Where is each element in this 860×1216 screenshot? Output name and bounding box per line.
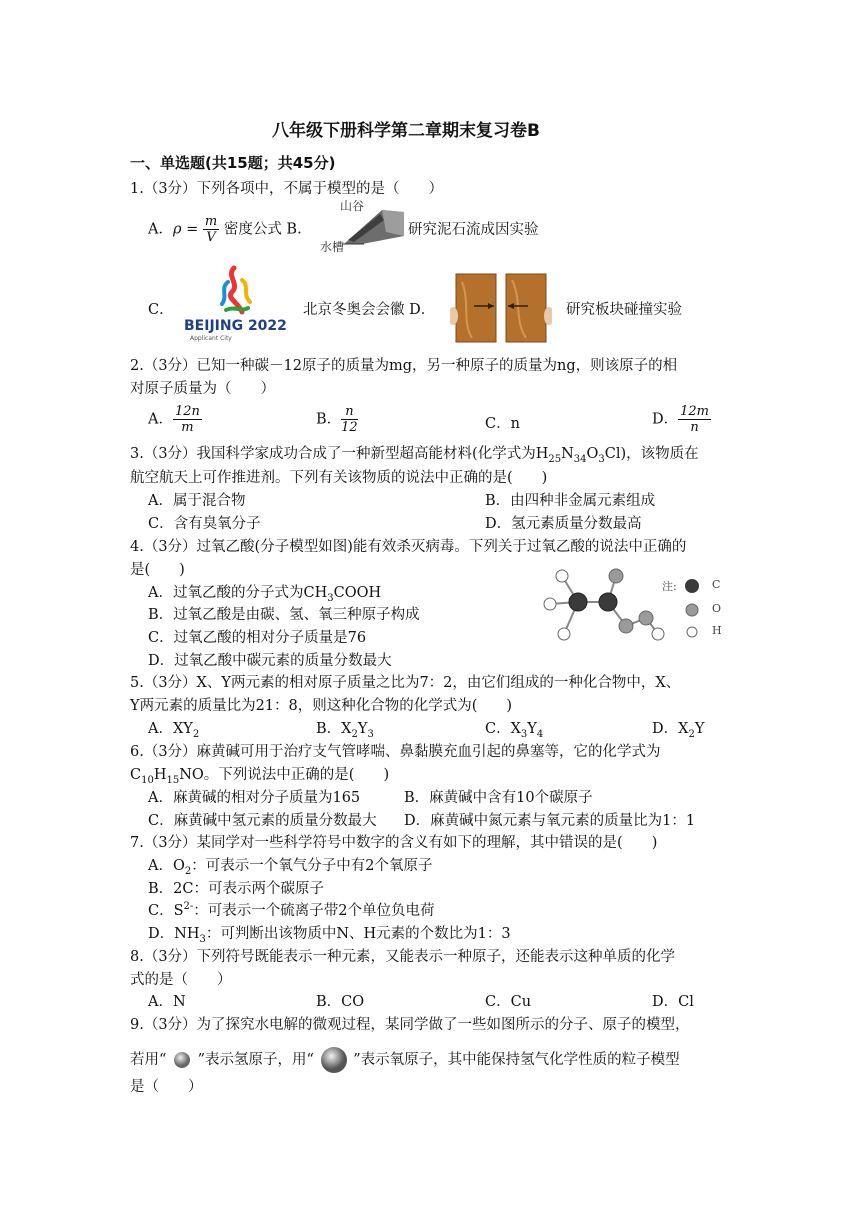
q2-option-a: A． $\frac{12n}{m}$ [148,404,200,435]
molecule-model-icon [540,568,740,644]
q4-option-c: C．过氧乙酸的相对分子质量是76 [148,630,367,646]
q1-option-c-text: 北京冬奥会会徽 D． [303,302,436,318]
section-heading: 一、单选题(共15题；共45分) [130,154,336,172]
q6-option-a: A．麻黄碱的相对分子质量为165 [148,790,361,806]
density-fraction: $\frac{m}{V}$ [204,214,218,245]
q7-stem: 7.（3分）某同学对一些科学符号中数字的含义有如下的理解，其中错误的是( ) [130,835,658,851]
page-title: 八年级下册科学第二章期末复习卷B [272,121,540,141]
q2-option-c: C．n [485,416,520,432]
q1-stem: 1.（3分）下列各项中，不属于模型的是（ ） [130,181,444,197]
q4-stem-line1: 4.（3分）过氧乙酸(分子模型如图)能有效杀灭病毒。下列关于过氧乙酸的说法中正确的 [130,539,687,555]
q6-stem-line1: 6.（3分）麻黄碱可用于治疗支气管哮喘、鼻黏膜充血引起的鼻塞等，它的化学式为 [130,744,661,760]
q5-option-b: B．$X_2Y_3$ [316,721,374,740]
q6-option-b: B．麻黄碱中含有10个碳原子 [404,790,593,806]
q2-stem-line1: 2.（3分）已知一种碳－12原子的质量为mg，另一种原子的质量为ng，则该原子的相 [130,358,678,374]
oxygen-atom-icon [319,1045,349,1075]
q9-stem-line3: 是（ ） [130,1079,203,1095]
hydrogen-atom-icon [171,1049,193,1071]
q8-stem-line2: 式的是（ ） [130,972,232,988]
q4-option-b: B．过氧乙酸是由碳、氢、氧三种原子构成 [148,607,420,623]
wood-blocks-icon [450,272,552,344]
q8-option-d: D．Cl [652,994,694,1010]
q8-option-b: B．CO [316,994,365,1010]
q4-stem-line2: 是( ) [130,562,185,578]
q4-option-d: D．过氧乙酸中碳元素的质量分数最大 [148,653,392,669]
q8-option-c: C．Cu [485,994,532,1010]
q5-option-a: A．$XY_2$ [148,721,200,740]
q1-option-a: A．ρ = $\frac{m}{V}$ 密度公式 B. [148,214,302,245]
q7-option-b: B．2C：可表示两个碳原子 [148,881,324,897]
q2-stem-line2: 对原子质量为（ ） [130,381,275,397]
q7-option-c: C．$S^{2-}$：可表示一个硫离子带2个单位负电荷 [148,901,435,919]
q5-option-d: D．$X_2Y$ [652,721,705,740]
q7-option-d: D．$NH_3$：可判断出该物质中N、H元素的个数比为1：3 [148,926,511,945]
q2-option-b: B． $\frac{n}{12}$ [316,404,358,435]
q3-stem-line1: 3.（3分）我国科学家成功合成了一种新型超高能材料(化学式为$H_{25}N_{34}O_3Cl$)，该物质在 [130,446,699,465]
q7-option-a: A．$O_2$：可表示一个氧气分子中有2个氧原子 [148,858,433,877]
q1-option-c-label: C． [148,302,174,318]
plate-collision-image [450,272,552,344]
logo-ribbon-icon [182,262,294,322]
peracetic-acid-molecule-image: 注: C O H [540,568,740,644]
mudslide-experiment-image: 山谷 水槽 [318,198,406,256]
q8-option-a: A．N [148,994,186,1010]
beijing-2022-logo: BEIJING 2022 Applicant City [182,262,294,344]
q3-option-c: C．含有臭氧分子 [148,516,261,532]
trough-icon [342,206,406,246]
q9-stem-line1: 9.（3分）为了探究水电解的微观过程，某同学做了一些如图所示的分子、原子的模型， [130,1017,690,1033]
q5-stem-line1: 5.（3分）X、Y两元素的相对原子质量之比为7：2，由它们组成的一种化合物中，X、 [130,675,681,691]
q4-option-a: A．过氧乙酸的分子式为$CH_3COOH$ [148,585,382,604]
q3-stem-line2: 航空航天上可作推进剂。下列有关该物质的说法中正确的是( ) [130,470,548,486]
q6-stem-line2: $C_{10}H_{15}NO$。下列说法中正确的是( ) [130,767,390,786]
q5-stem-line2: Y两元素的质量比为21：8，则这种化合物的化学式为( ) [130,698,513,714]
q2-option-d: D． $\frac{12m}{n}$ [652,404,710,435]
q3-option-b: B．由四种非金属元素组成 [485,493,656,509]
q8-stem-line1: 8.（3分）下列符号既能表示一种元素，又能表示一种原子，还能表示这种单质的化学 [130,949,676,965]
q1-option-d-text: 研究板块碰撞实验 [566,302,682,318]
q5-option-c: C．$X_3Y_4$ [485,721,544,740]
q3-option-a: A．属于混合物 [148,493,246,509]
q6-option-c: C．麻黄碱中氢元素的质量分数最大 [148,813,377,829]
q9-stem-line2: 若用“ ”表示氢原子，用“ ”表示氧原子，其中能保持氢气化学性质的粒子模型 [130,1045,680,1075]
q3-option-d: D．氢元素质量分数最高 [485,516,642,532]
q6-option-d: D．麻黄碱中氮元素与氧元素的质量比为1：1 [404,813,696,829]
q1-option-b-text: 研究泥石流成因实验 [408,222,539,238]
